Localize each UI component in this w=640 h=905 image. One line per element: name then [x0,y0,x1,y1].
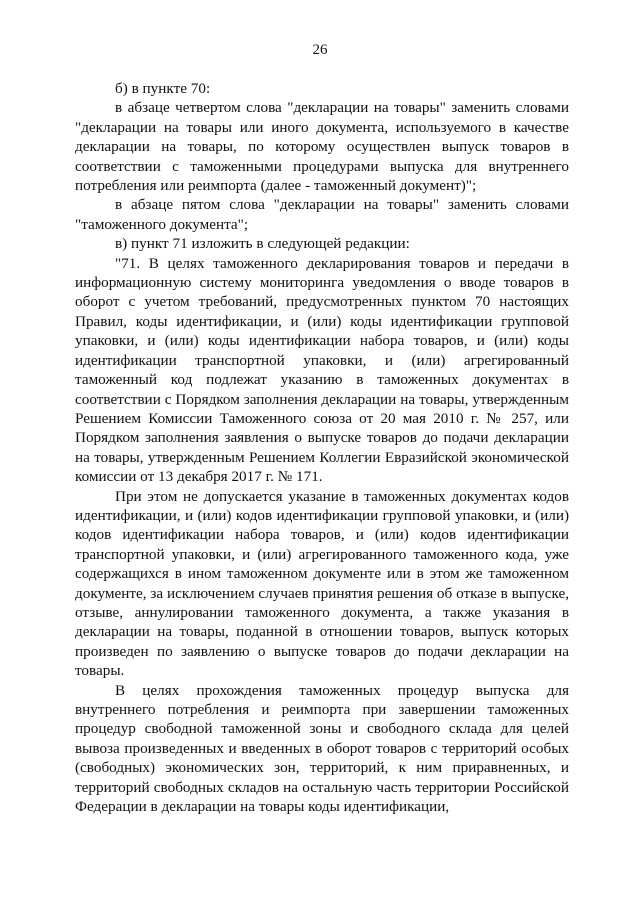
paragraph-abzac-5: в абзаце пятом слова "декларации на товары" заменить словами "таможенного документа"; [75,196,569,233]
paragraph-item-v: в) пункт 71 изложить в следующей редакции: [115,235,410,253]
document-body [75,79,569,816]
paragraph-abzac-4: в абзаце четвертом слова "декларации на товары" заменить словами "декларации на товары или иного документа, используемого в качестве декларации на товары, по которому осуществлен выпуск товаров в соответствии с таможенными процедурами выпуска для внутреннего потребления или реимпорта (далее - таможенный документ)"; [75,99,569,195]
paragraph-item-b: б) в пункте 70: [115,80,211,97]
paragraph-customs-procedures: В целях прохождения таможенных процедур выпуска для внутреннего потребления и реимпорта при завершении таможенных процедур свободной таможенной зоны и свободного склада для целей вывоза произведенных и введенных в оборот товаров с территорий особых (свободных) экономических зон, территорий, к ним приравненных, и территорий свободных складов на остальную часть территории Российской Федерации в декларации на товары коды идентификации, [75,681,569,816]
paragraph-point-71: "71. В целях таможенного декларирования товаров и передачи в информационную систему мониторинга уведомления о вводе товаров в оборот с учетом требований, предусмотренных пунктом 70 настоящих Правил, коды идентификации, и (или) коды идентификации групповой упаковки, и (или) коды идентификации набора товаров, и (или) коды идентификации транспортной упаковки, и (или) агрегированный таможенный код подлежат указанию в таможенных документах в соответствии с Порядком заполнения декларации на товары, утвержденным Решением Комиссии Таможенного союза от 20 мая 2010 г. № 257, или Порядком заполнения заявления о выпуске товаров до подачи декларации на товары, утвержденным Решением Коллегии Евразийской экономической комиссии от 13 декабря 2017 г. № 171. [75,254,569,486]
paragraph-restriction: При этом не допускается указание в таможенных документах кодов идентификации, и (или) кодов идентификации групповой упаковки, и (или) кодов идентификации набора товаров, и (или) кодов идентификации транспортной упаковки, и (или) агрегированного таможенного кода, уже содержащихся в ином таможенном документе или в этом же таможенном документе, за исключением случаев принятия решения об отказе в выпуске, отзыве, аннулировании таможенного документа, а также указания в декларации на товары, поданной в отношении товаров, выпуск которых произведен по заявлению о выпуске товаров до подачи декларации на товары. [75,487,569,680]
page-number: 26 [312,42,328,58]
